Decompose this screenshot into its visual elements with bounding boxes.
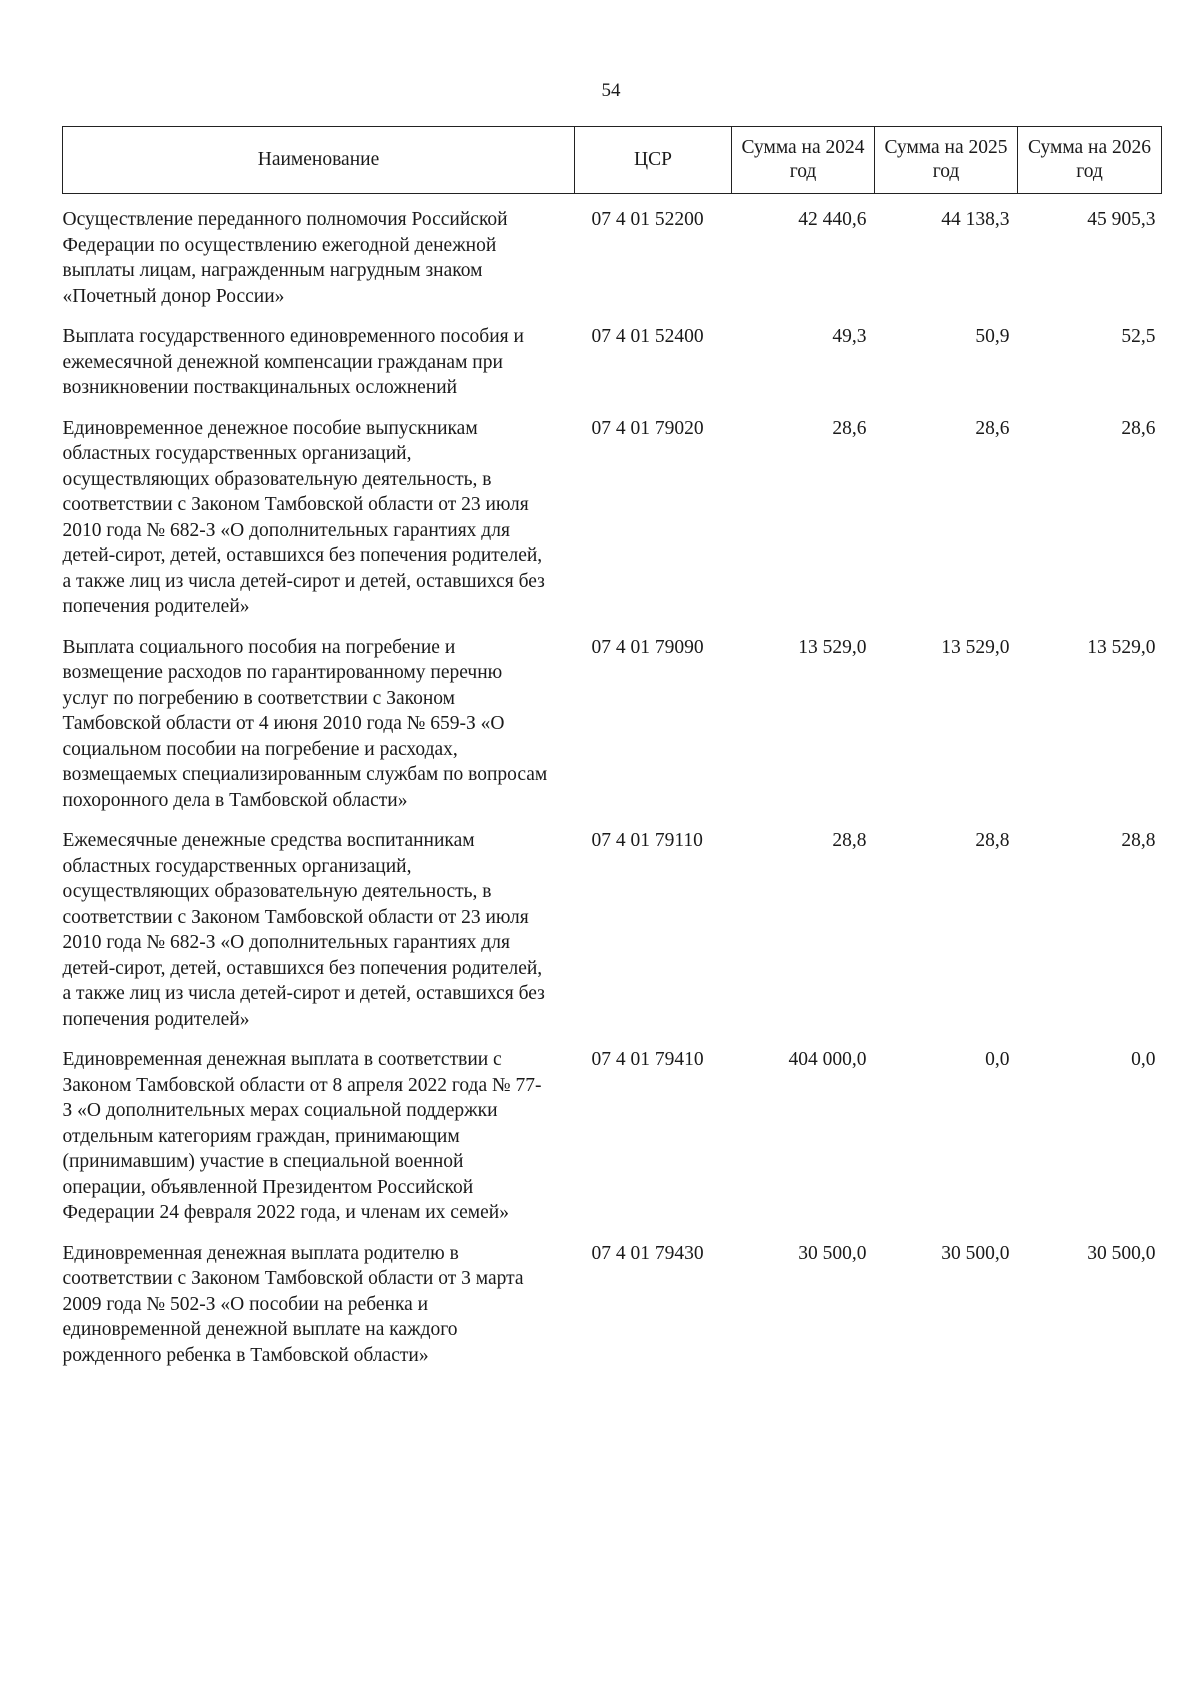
row-name: Осуществление переданного полномочия Российской Федерации по осуществлению ежегодной денежной выплаты лицам, награжденным нагрудным знаком «Почетный донор России» [62, 209, 508, 307]
row-csr: 07 4 01 79020 [591, 417, 704, 439]
table-row [63, 324, 1162, 416]
row-sum-2024: 30 500,0 [798, 1242, 867, 1264]
header-sum-2025: Сумма на 2025 год [875, 127, 1018, 194]
table-row [63, 416, 1162, 635]
row-sum-2025: 44 138,3 [941, 209, 1010, 230]
row-sum-2024: 404 000,0 [788, 1049, 867, 1070]
table-row [63, 1047, 1162, 1241]
header-name: Наименование [63, 127, 575, 194]
row-name: Единовременная денежная выплата родителю в соответствии с Законом Тамбовской области от 3 марта 2009 года № 502-З «О пособии на ребенка и единовременной денежной выплате на каждого рожденного ребенка в Тамбовской области» [62, 1242, 524, 1366]
row-sum-2026: 0,0 [1131, 1049, 1156, 1070]
row-sum-2025: 50,9 [975, 326, 1010, 347]
row-sum-2026: 13 529,0 [1087, 636, 1156, 658]
row-sum-2025: 30 500,0 [941, 1242, 1010, 1264]
row-name: Выплата социального пособия на погребение и возмещение расходов по гарантированному перечню услуг по погребению в соответствии с Законом Тамбовской области от 4 июня 2010 года № 659-З «О социальном пособии на погребение и расходах, возмещаемых специализированным службам по вопросам похоронного дела в Тамбовской области» [62, 636, 548, 811]
row-sum-2025: 0,0 [985, 1049, 1010, 1070]
row-sum-2024: 28,6 [832, 417, 867, 439]
row-csr: 07 4 01 79090 [591, 636, 704, 658]
row-csr: 07 4 01 79410 [591, 1049, 704, 1070]
table-row [63, 1241, 1162, 1384]
page-number: 54 [601, 80, 621, 101]
row-sum-2026: 52,5 [1121, 326, 1156, 347]
table-row [63, 828, 1162, 1047]
row-sum-2026: 28,8 [1121, 830, 1156, 851]
table-row [63, 194, 1162, 325]
row-sum-2026: 45 905,3 [1087, 209, 1156, 230]
table-header [63, 127, 1162, 194]
row-name: Выплата государственного единовременного пособия и ежемесячной денежной компенсации гражданам при возникновении поствакцинальных осложнений [62, 326, 524, 398]
row-sum-2024: 13 529,0 [798, 636, 867, 658]
row-name: Единовременное денежное пособие выпускникам областных государственных организаций, осуществляющих образовательную деятельность, в соответствии с Законом Тамбовской области от 23 июля 2010 года № 682-З «О дополнительных гарантиях для детей-сирот, детей, оставшихся без попечения родителей, а также лиц из числа детей-сирот и детей, оставшихся без попечения родителей» [62, 417, 545, 617]
row-sum-2025: 28,6 [975, 417, 1010, 439]
row-sum-2024: 49,3 [832, 326, 867, 347]
row-sum-2026: 30 500,0 [1087, 1242, 1156, 1264]
row-csr: 07 4 01 79110 [591, 830, 703, 851]
table-row [63, 635, 1162, 829]
row-sum-2026: 28,6 [1121, 417, 1156, 439]
header-csr: ЦСР [575, 127, 732, 194]
budget-table [62, 126, 1162, 1383]
row-name: Единовременная денежная выплата в соответствии с Законом Тамбовской области от 8 апреля 2022 года № 77-З «О дополнительных мерах социальной поддержки отдельным категориям граждан, принимающим (принимавшим) участие в специальной военной операции, объявленной Президентом Российской Федерации 24 февраля 2022 года, и членам их семей» [62, 1049, 542, 1223]
row-sum-2025: 28,8 [975, 830, 1010, 851]
row-sum-2025: 13 529,0 [941, 636, 1010, 658]
header-sum-2026: Сумма на 2026 год [1018, 127, 1162, 194]
header-sum-2024: Сумма на 2024 год [732, 127, 875, 194]
row-sum-2024: 28,8 [832, 830, 867, 851]
row-sum-2024: 42 440,6 [798, 209, 867, 230]
row-csr: 07 4 01 52200 [591, 209, 704, 230]
row-csr: 07 4 01 52400 [591, 326, 704, 347]
row-csr: 07 4 01 79430 [591, 1242, 704, 1264]
row-name: Ежемесячные денежные средства воспитанникам областных государственных организаций, осуществляющих образовательную деятельность, в соответствии с Законом Тамбовской области от 23 июля 2010 года № 682-З «О дополнительных гарантиях для детей-сирот, детей, оставшихся без попечения родителей, а также лиц из числа детей-сирот и детей, оставшихся без попечения родителей» [62, 830, 545, 1030]
